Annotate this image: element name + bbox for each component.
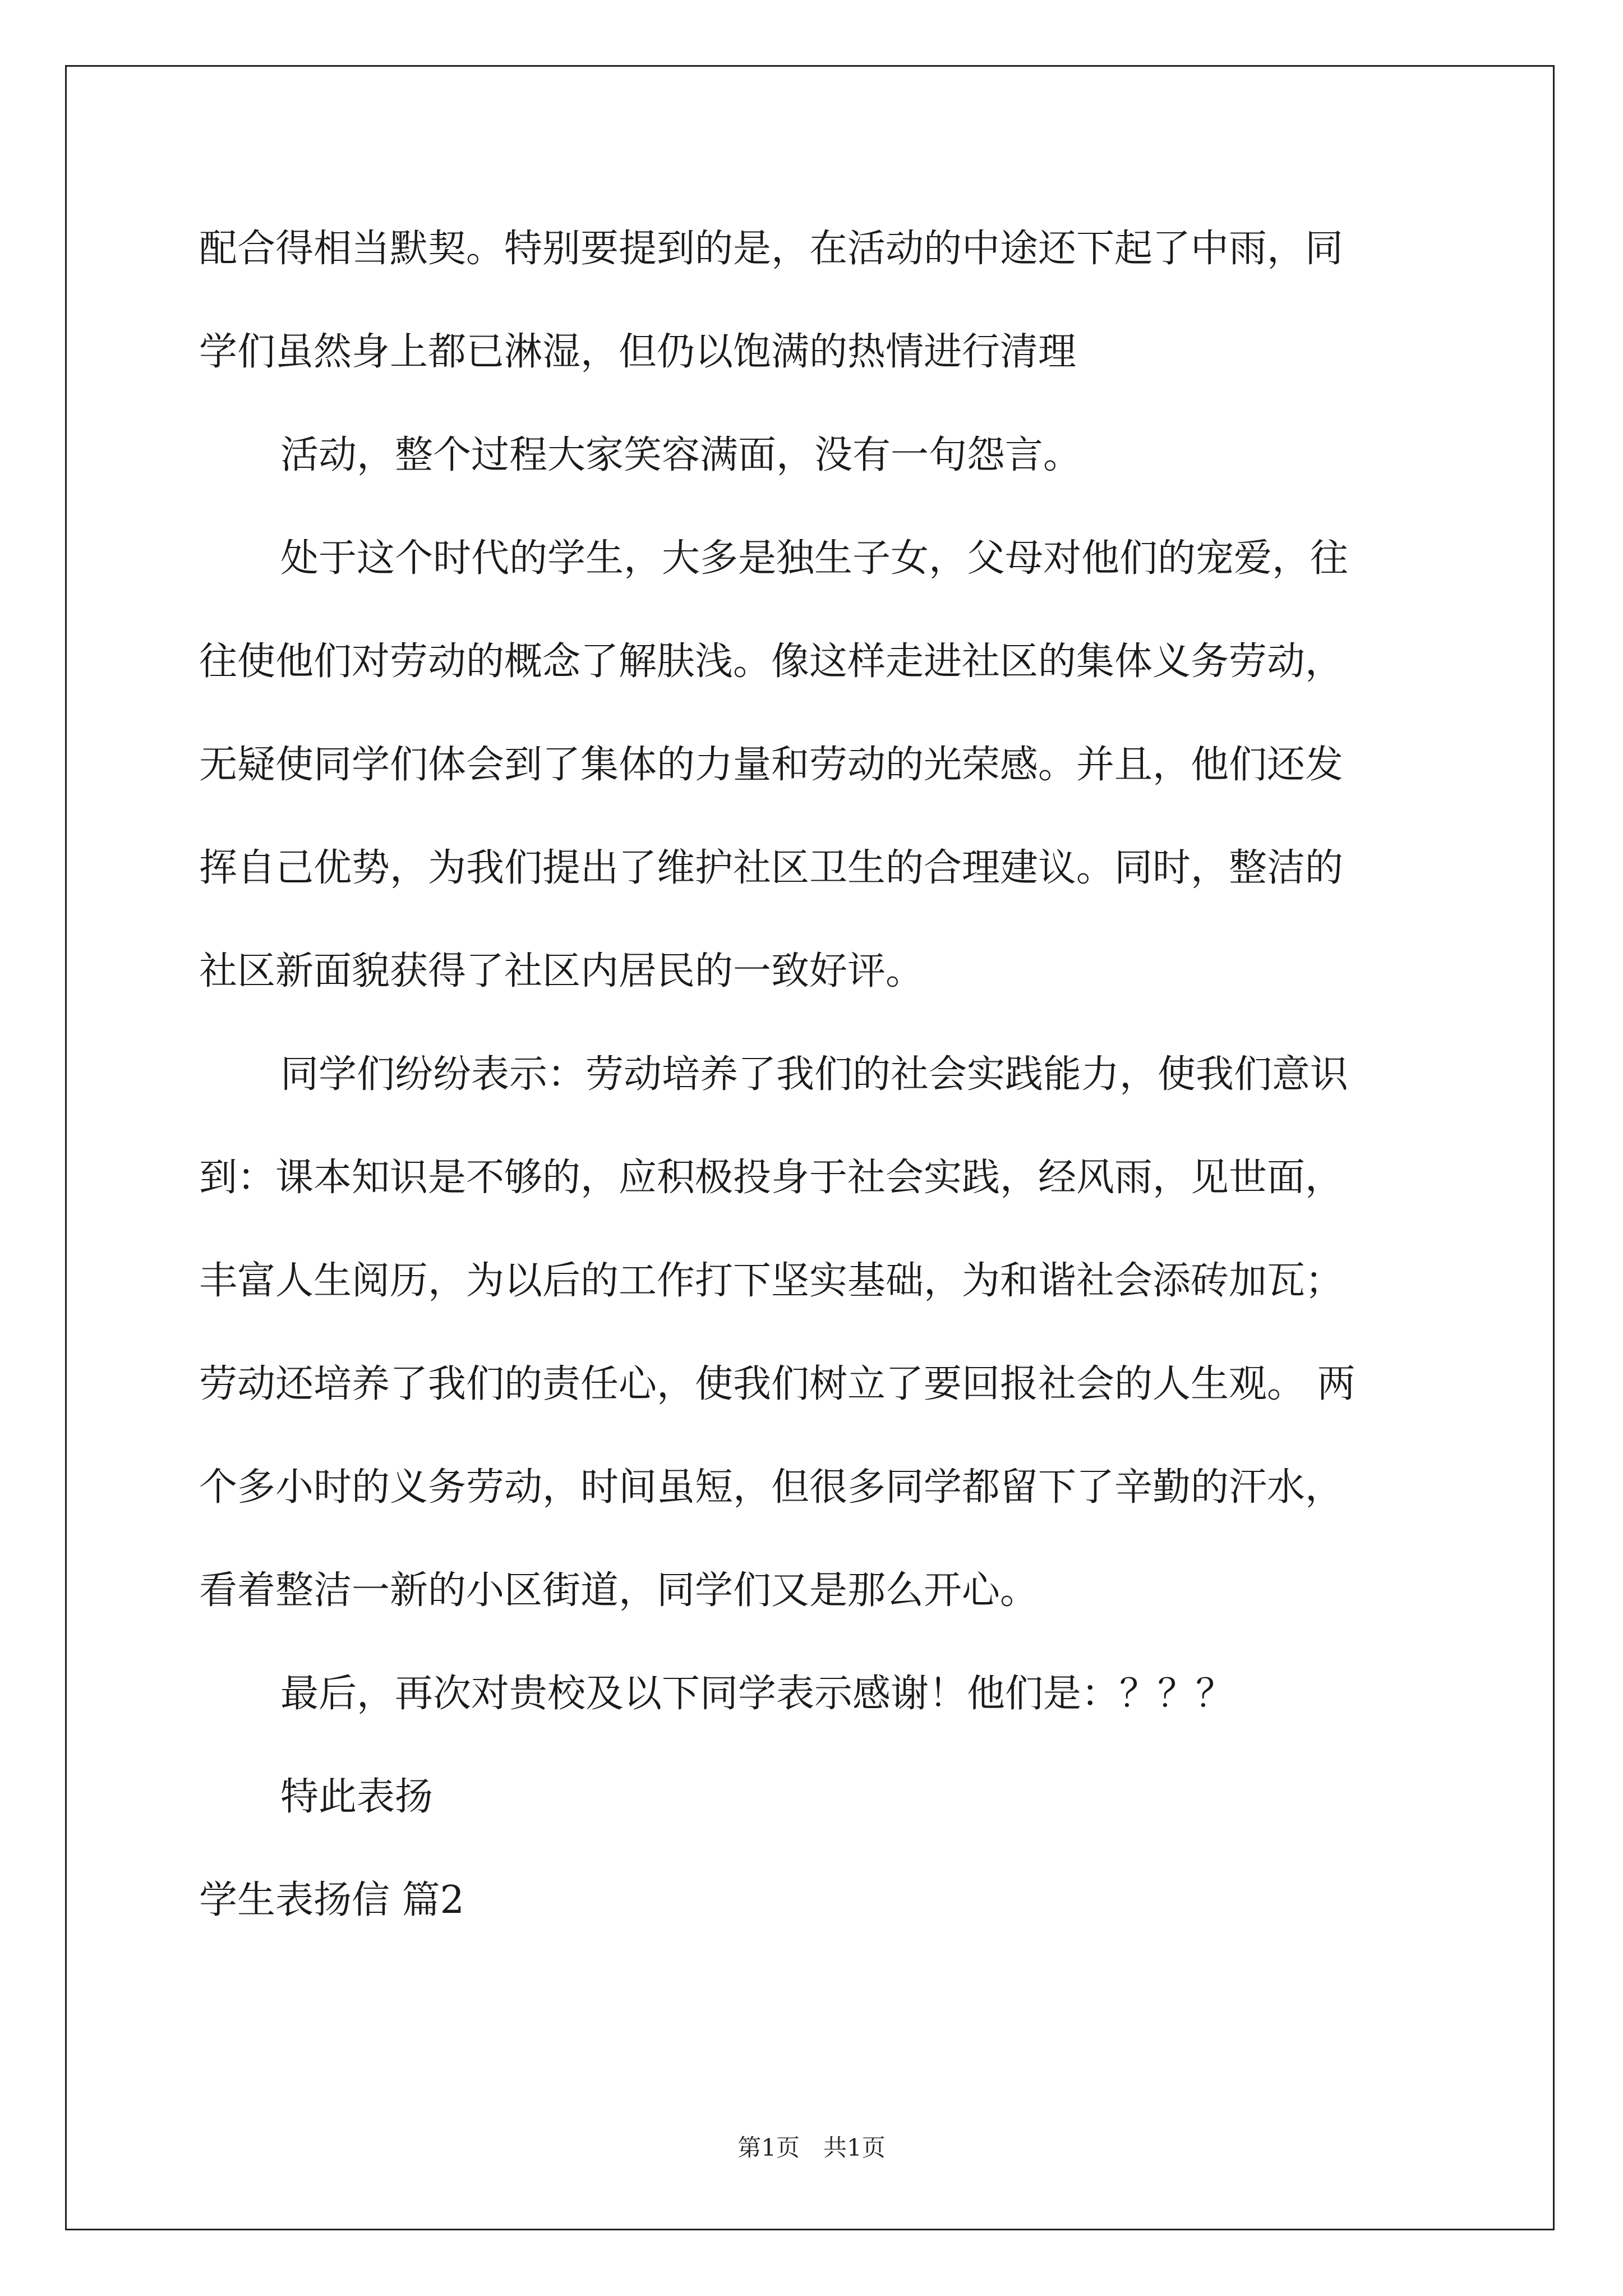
text-line: 劳动还培养了我们的责任心，使我们树立了要回报社会的人生观。 两 [199,1362,1355,1406]
text-line: 配合得相当默契。特别要提到的是，在活动的中途还下起了中雨，同 [199,227,1344,271]
text-line: 看着整洁一新的小区街道，同学们又是那么开心。 [199,1568,1039,1613]
text-line: 特此表扬 [280,1775,434,1819]
text-line: 个多小时的义务劳动，时间虽短，但很多同学都留下了辛勤的汗水， [199,1465,1344,1510]
text-line: 学们虽然身上都已淋湿，但仍以饱满的热情进行清理 [199,330,1077,374]
text-line: 往使他们对劳动的概念了解肤浅。像这样走进社区的集体义务劳动， [199,639,1344,684]
page-number: 第1页 共1页 [737,2134,886,2161]
text-line: 同学们纷纷表示：劳动培养了我们的社会实践能力，使我们意识 [280,1052,1349,1097]
text-line: 活动，整个过程大家笑容满面，没有一句怨言。 [280,433,1082,477]
text-line: 无疑使同学们体会到了集体的力量和劳动的光荣感。并且，他们还发 [199,743,1344,787]
text-line: 挥自己优势，为我们提出了维护社区卫生的合理建议。同时，整洁的 [199,846,1344,890]
text-line: 社区新面貌获得了社区内居民的一致好评。 [199,949,924,993]
text-line: 最后，再次对贵校及以下同学表示感谢！他们是：？？？ [280,1672,1234,1716]
section-heading: 学生表扬信 篇2 [199,1878,464,1922]
text-line: 丰富人生阅历，为以后的工作打下坚实基础，为和谐社会添砖加瓦； [199,1259,1344,1303]
text-line: 处于这个时代的学生，大多是独生子女，父母对他们的宠爱，往 [280,536,1349,581]
text-line: 到：课本知识是不够的，应积极投身于社会实践，经风雨，见世面， [199,1156,1344,1200]
